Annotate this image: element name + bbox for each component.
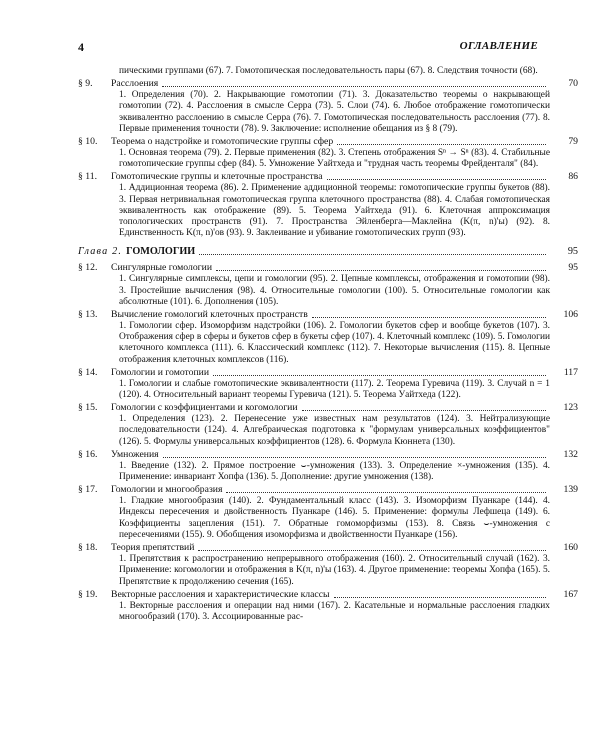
toc-entry-row	[78, 262, 550, 308]
toc-entry	[78, 309, 578, 366]
section-body	[111, 589, 550, 623]
section-title-row	[111, 449, 550, 461]
section-title-row	[111, 367, 550, 379]
section-body	[111, 484, 550, 541]
section-description: 1. Гомологии сфер. Изоморфизм надстройки (106). 2. Гомологии букетов сфер и вообще букетов (107). 3. Отображения сфер в сферы и букетов сфер в букеты сфер (107). 4. Клеточный комплекс (109). 5. Гомологии клеточного комплекса (111). 6. Классический комплекс (112). 7. Некоторые вычисления (115). 8. Цепные отображения клеточных комплексов (116).	[119, 321, 550, 365]
section-body	[111, 78, 550, 135]
section-title: Вычисление гомологий клеточных пространств	[111, 309, 308, 321]
continued-entry-text: пическими группами (67). 7. Гомотопическая последовательность пары (67). 8. Следствия точности (68).	[119, 66, 538, 76]
toc-entry	[78, 136, 578, 170]
section-title-row	[111, 309, 550, 321]
toc-entry-row	[78, 136, 550, 170]
toc-entry-row	[78, 484, 550, 541]
section-description: 1. Определения (70). 2. Накрывающие гомотопии (71). 3. Доказательство теоремы о накрывающей гомотопии (72). 4. Расслоения в смысле Серра (73). 5. Слои (74). 6. Любое отображение гомотопически эквивалентно расслоению в смысле Серра (76). 7. Гомотопическая последовательность расслоения (77). 8. Первые применения точности (78). 9. Заключение: исполнение обещания из § 8 (79).	[119, 90, 550, 134]
toc-entry	[78, 78, 578, 135]
section-description: 1. Гладкие многообразия (140). 2. Фундаментальный класс (143). 3. Изоморфизм Пуанкаре (144). 4. Индексы пересечения и двойственность Пуанкаре (146). 5. Применение: формулы Лефшеца (149). 6. Коэффициенты зацепления (151). 7. Обратные гомоморфизмы (153). 8. Связь ⌣-умножения с пересечениями (155). 9. Обобщения изоморфизма и двойственности Пуанкаре (156).	[119, 496, 550, 540]
toc-entry-row	[78, 402, 550, 448]
toc-entry	[78, 262, 578, 308]
section-page: 132	[563, 448, 578, 460]
toc-entry-row	[78, 309, 550, 366]
section-page: 95	[568, 262, 578, 274]
toc-entry-row	[78, 589, 550, 623]
section-number: § 10.	[78, 136, 98, 148]
section-title: Гомотопические группы и клеточные пространства	[111, 171, 323, 183]
section-title-row	[111, 171, 550, 183]
section-body	[111, 367, 550, 401]
page-number: 4	[78, 40, 84, 54]
section-title: Теория препятствий	[111, 542, 195, 554]
section-number: § 9.	[78, 78, 93, 90]
leader-dots	[163, 457, 546, 458]
continued-entry	[78, 66, 550, 77]
section-number: § 12.	[78, 262, 98, 274]
leader-dots	[334, 597, 546, 598]
leader-dots	[198, 550, 546, 551]
section-description: 1. Аддиционная теорема (86). 2. Применение аддиционной теоремы: гомотопические группы букетов (88). 3. Первая нетривиальная гомотопическая группа клеточного пространства (88). 4. Слабая гомотопическая эквивалентность как отображение (89). 5. Теорема Уайтхеда (91). 6. Клеточная аппроксимация топологических пространств (91). 7. Пространства Эйленберга—Маклейна (K(π, n)'ы) (92). 8. Единственность K(π, n)'ов (93). 9. Заклеивание и убивание гомотопических групп (93).	[119, 183, 550, 239]
section-page: 167	[563, 588, 578, 600]
toc-entry-row	[78, 449, 550, 483]
section-body	[111, 449, 550, 483]
section-page: 106	[563, 309, 578, 321]
section-page: 123	[563, 402, 578, 414]
leader-dots	[226, 492, 546, 493]
section-title: Векторные расслоения и характеристические классы	[111, 588, 330, 600]
toc-entry	[78, 588, 578, 623]
chapter-title: ГОМОЛОГИИ	[126, 246, 196, 258]
sections-part2	[78, 262, 578, 623]
section-title: Гомологии и гомотопии	[111, 366, 210, 378]
sections-part1	[78, 78, 578, 239]
table-of-contents	[78, 66, 578, 624]
section-number: § 14.	[78, 366, 98, 378]
section-page: 160	[563, 542, 578, 554]
toc-entry-row	[78, 171, 550, 239]
section-number: § 15.	[78, 402, 98, 414]
section-title-row	[111, 262, 550, 274]
section-title-row	[111, 136, 550, 148]
section-body	[111, 171, 550, 239]
toc-entry	[78, 366, 578, 401]
chapter-heading	[78, 245, 578, 258]
section-number: § 18.	[78, 542, 98, 554]
section-number: § 13.	[78, 309, 98, 321]
section-title-row	[111, 78, 550, 90]
header	[0, 0, 600, 56]
section-description: 1. Гомологии и слабые гомотопические эквивалентности (117). 2. Теорема Гуревича (119). 3. Случай n = 1 (120). 4. Относительный вариант теоремы Гуревича (121). 5. Теорема Уайтхеда (122).	[119, 378, 550, 401]
toc-entry	[78, 484, 578, 541]
toc-entry-row	[78, 542, 550, 588]
section-title-row	[111, 484, 550, 496]
section-title: Сингулярные гомологии	[111, 262, 213, 274]
section-page: 86	[568, 171, 578, 183]
section-title: Расслоения	[111, 78, 159, 90]
section-title-row	[111, 542, 550, 554]
section-description: 1. Векторные расслоения и операции над ними (167). 2. Касательные и нормальные расслоения гладких многообразий (170). 3. Ассоциированные рас-	[119, 600, 550, 622]
leader-dots	[213, 375, 546, 376]
section-number: § 16.	[78, 448, 98, 460]
section-body	[111, 136, 550, 170]
running-title: ОГЛАВЛЕНИЕ	[459, 40, 538, 52]
section-body	[111, 542, 550, 588]
toc-entry	[78, 402, 578, 448]
section-title-row	[111, 589, 550, 601]
section-page: 117	[563, 366, 578, 378]
chapter-page: 95	[567, 246, 578, 258]
leader-dots	[216, 270, 546, 271]
leader-dots	[337, 144, 546, 145]
section-page: 79	[568, 136, 578, 148]
section-description: 1. Препятствия к распространению непрерывного отображения (160). 2. Относительный случай (162). 3. Применение: когомологии и отображения в K(π, n)'ы (163). 4. Другое применение: теоремы Хопфа (165). 5. Препятствие к продолжению сечения (165).	[119, 554, 550, 587]
section-body	[111, 402, 550, 448]
section-number: § 17.	[78, 484, 98, 496]
section-title: Гомологии и многообразия	[111, 484, 223, 496]
toc-entry	[78, 448, 578, 483]
toc-entry	[78, 542, 578, 588]
section-page: 70	[568, 78, 578, 90]
section-title: Умножения	[111, 448, 159, 460]
section-description: 1. Введение (132). 2. Прямое построение ⌣-умножения (133). 3. Определение ×-умножения (135). 4. Применение: инвариант Хопфа (136). 5. Дополнение: другие умножения (138).	[119, 460, 550, 483]
section-body	[111, 309, 550, 366]
toc-entry-row	[78, 367, 550, 401]
leader-dots	[312, 317, 546, 318]
leader-dots	[199, 254, 546, 255]
chapter-label: Глава 2.	[78, 246, 123, 258]
section-number: § 19.	[78, 588, 98, 600]
section-title-row	[111, 402, 550, 414]
section-body	[111, 262, 550, 308]
section-description: 1. Определения (123). 2. Перенесение уже известных нам результатов (124). 3. Нейтрализующие последовательности (124). 4. Алгебраическая подготовка к "формулам универсальных коэффициентов" (126). 5. Формулы универсальных коэффициентов (128). 6. Формула Кюннета (130).	[119, 414, 550, 447]
section-number: § 11.	[78, 171, 98, 183]
leader-dots	[327, 179, 546, 180]
leader-dots	[302, 410, 546, 411]
section-description: 1. Сингулярные симплексы, цепи и гомологии (95). 2. Цепные комплексы, отображения и гомотопии (98). 3. Простейшие вычисления (98). 4. Относительные гомологии (100). 5. Относительные гомологии как абсолютные (101). 6. Дополнения (105).	[119, 274, 550, 307]
toc-entry	[78, 171, 578, 239]
section-title: Гомологии с коэффициентами и когомологии	[111, 402, 298, 414]
toc-entry-row	[78, 78, 550, 135]
section-description: 1. Основная теорема (79). 2. Первые применения (82). 3. Степень отображения Sⁿ → Sⁿ (83). 4. Стабильные гомотопические группы сфер (84). 5. Умножение Уайтхеда и "трудная часть теоремы Фрейденталя" (84).	[119, 148, 550, 170]
section-title: Теорема о надстройке и гомотопические группы сфер	[111, 136, 334, 148]
section-page: 139	[563, 484, 578, 496]
leader-dots	[162, 86, 546, 87]
